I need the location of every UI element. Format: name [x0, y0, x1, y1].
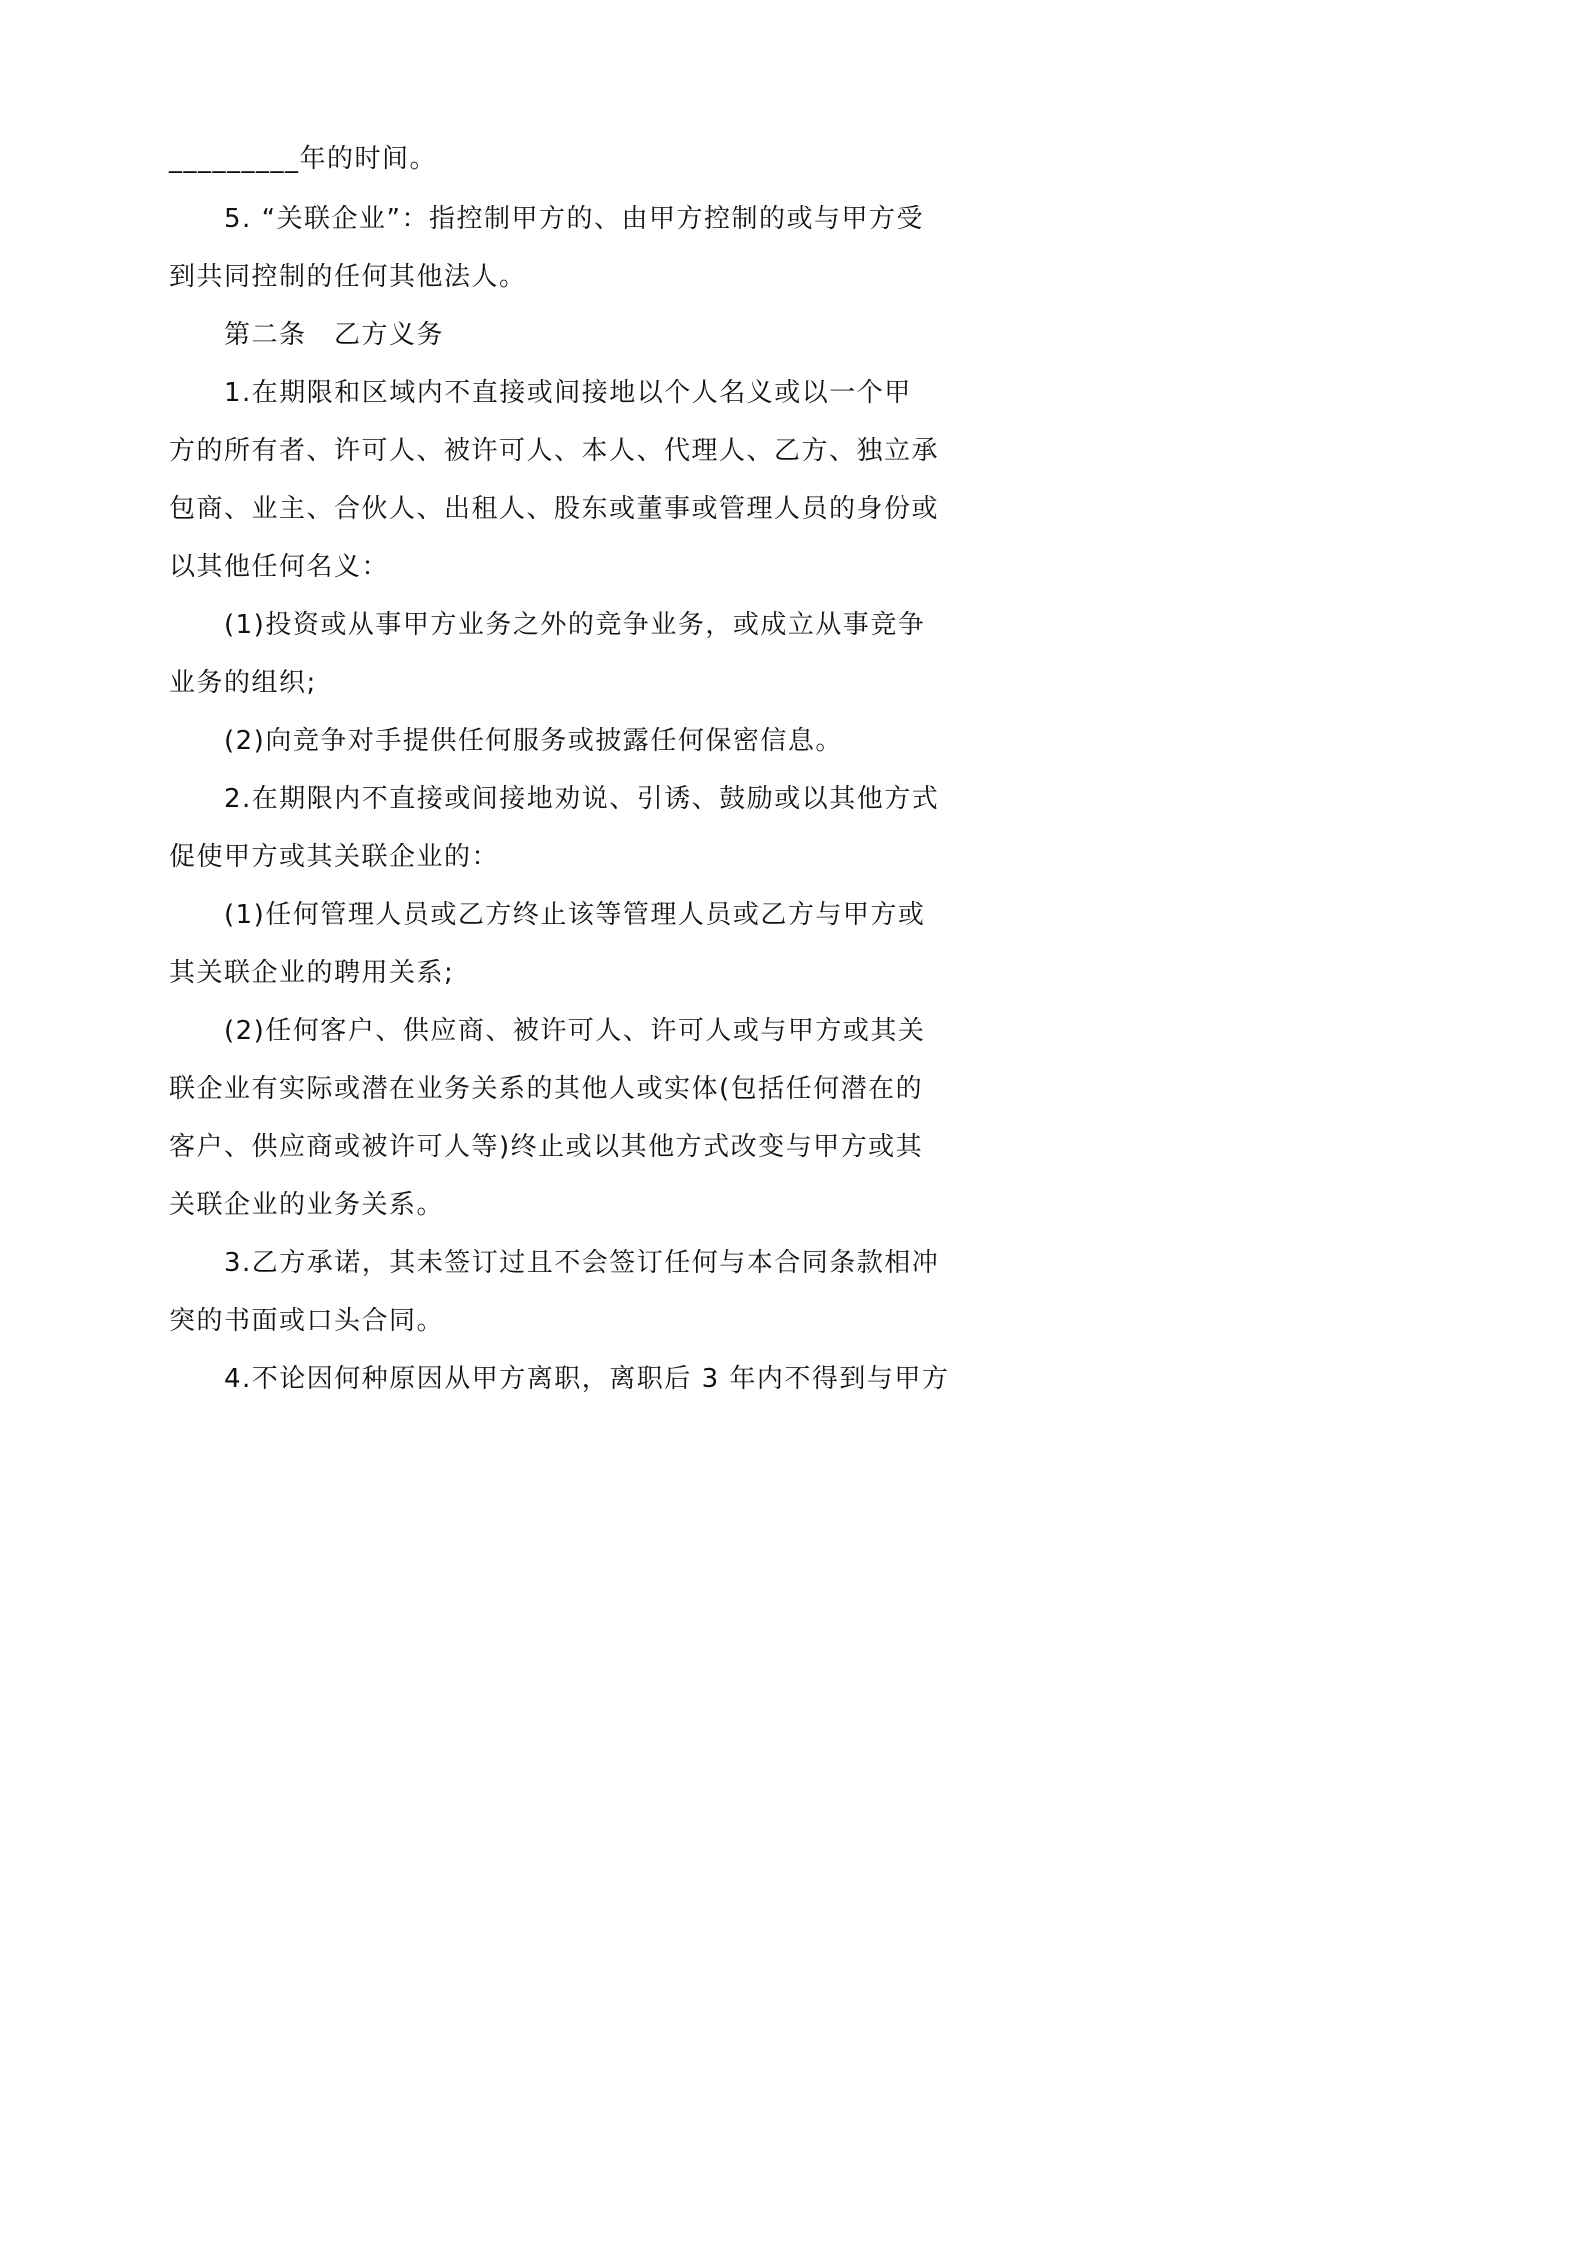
text-line: 突的书面或口头合同。 [169, 1306, 445, 1336]
text-line: (1)投资或从事甲方业务之外的竞争业务，或成立从事竞争 [224, 610, 926, 640]
text-line: (1)任何管理人员或乙方终止该等管理人员或乙方与甲方或 [224, 900, 926, 930]
text-line: 客户、供应商或被许可人等)终止或以其他方式改变与甲方或其 [169, 1132, 924, 1162]
text-line: 3.乙方承诺，其未签订过且不会签订任何与本合同条款相冲 [224, 1248, 940, 1278]
text-line: 关联企业的业务关系。 [169, 1190, 445, 1220]
document-page [0, 0, 1100, 1556]
text-line: 包商、业主、合伙人、出租人、股东或董事或管理人员的身份或 [169, 494, 940, 524]
text-line: 业务的组织; [169, 668, 317, 698]
text-line: 方的所有者、许可人、被许可人、本人、代理人、乙方、独立承 [169, 436, 940, 466]
text-line: (2)向竞争对手提供任何服务或披露任何保密信息。 [224, 726, 843, 756]
text-line: _________年的时间。 [169, 144, 438, 174]
text-line: (2)任何客户、供应商、被许可人、许可人或与甲方或其关 [224, 1016, 926, 1046]
text-line: 2.在期限内不直接或间接地劝说、引诱、鼓励或以其他方式 [224, 784, 940, 814]
text-line: 以其他任何名义： [169, 552, 390, 582]
text-line: 1.在期限和区域内不直接或间接地以个人名义或以一个甲 [224, 378, 912, 408]
text-line: 到共同控制的任何其他法人。 [169, 262, 527, 292]
text-line: 5. “关联企业”：指控制甲方的、由甲方控制的或与甲方受 [224, 204, 925, 234]
section-heading: 第二条 乙方义务 [224, 320, 445, 350]
text-line: 促使甲方或其关联企业的： [169, 842, 500, 872]
text-line: 联企业有实际或潜在业务关系的其他人或实体(包括任何潜在的 [169, 1074, 924, 1104]
text-line: 4.不论因何种原因从甲方离职，离职后 3 年内不得到与甲方 [224, 1364, 950, 1394]
text-line: 其关联企业的聘用关系; [169, 958, 455, 988]
